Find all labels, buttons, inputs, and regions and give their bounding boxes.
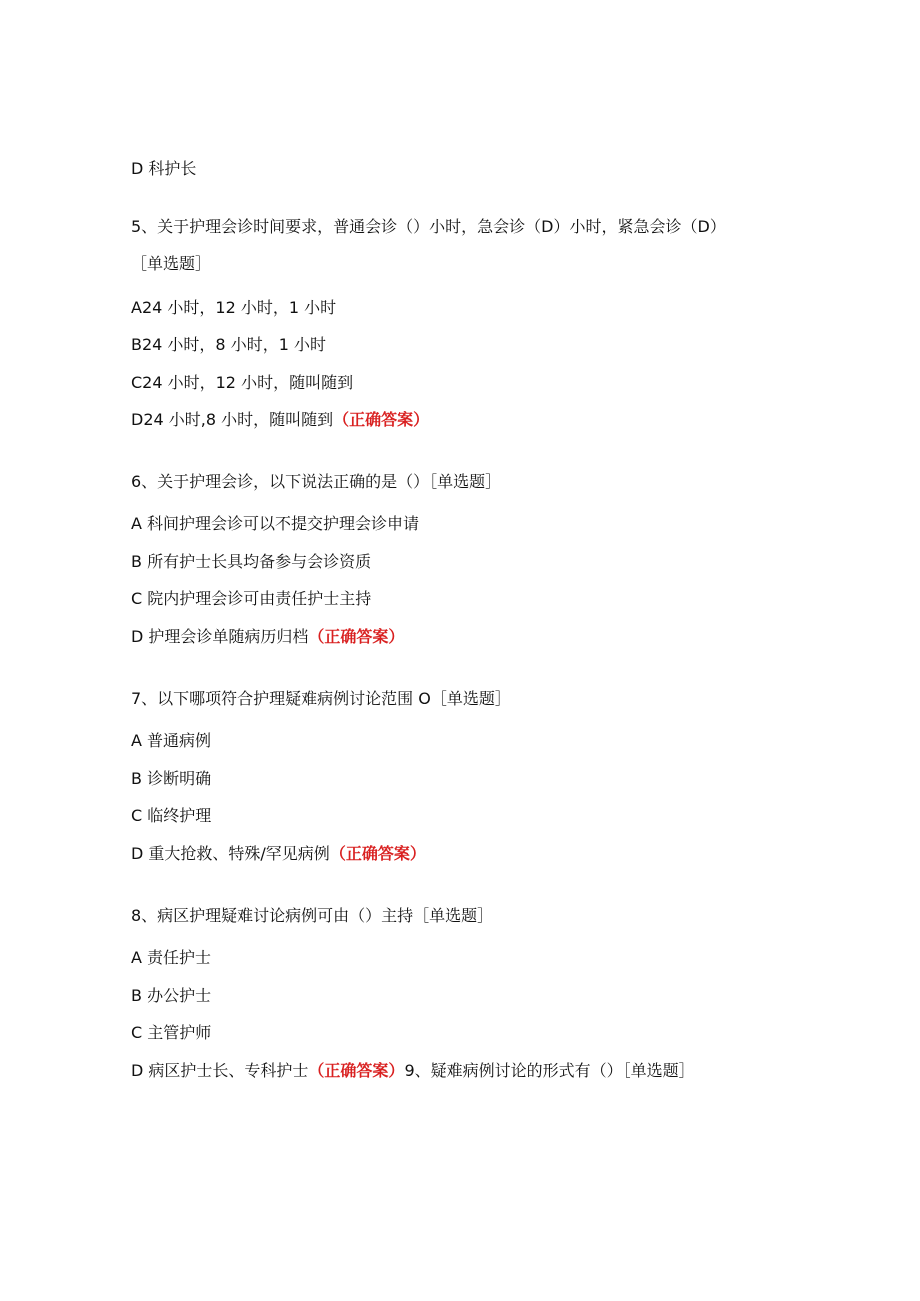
q6-option-a [131, 513, 419, 535]
q8-stem [131, 905, 493, 927]
q7-stem [131, 688, 511, 710]
option-text: D 病区护士长、专科护士 [131, 1061, 309, 1080]
option-text: C 院内护理会诊可由责任护士主持 [131, 589, 372, 608]
q7-option-c [131, 805, 211, 827]
q6-option-d [131, 626, 404, 648]
correct-answer-tag: （正确答案） [308, 627, 405, 646]
q6-stem [131, 471, 501, 493]
q8-option-b [131, 985, 211, 1007]
q7-option-a [131, 730, 211, 752]
option-text: A 责任护士 [131, 948, 212, 967]
q8-option-d [131, 1060, 695, 1082]
option-text: D 重大抢救、特殊/罕见病例 [131, 844, 330, 863]
correct-answer-tag: （正确答案） [329, 844, 426, 863]
option-text: B 办公护士 [131, 986, 212, 1005]
q5-option-c [131, 372, 353, 394]
option-text: D 科护长 [131, 159, 197, 178]
q5-option-b [131, 334, 326, 356]
question-text: 5、关于护理会诊时间要求，普通会诊（）小时，急会诊（D）小时，紧急会诊（D） [131, 217, 726, 236]
correct-answer-tag: （正确答案） [308, 1061, 405, 1080]
q6-option-c [131, 588, 371, 610]
question-text: 7、以下哪项符合护理疑难病例讨论范围 O［单选题］ [131, 689, 511, 708]
q5-option-d [131, 409, 429, 431]
option-text: B 诊断明确 [131, 769, 212, 788]
question-type: ［单选题］ [131, 254, 212, 273]
option-text: A 普通病例 [131, 731, 212, 750]
correct-answer-tag: （正确答案） [333, 410, 430, 429]
q5-stem-line1 [131, 216, 726, 238]
option-text: D24 小时,8 小时，随叫随到 [131, 410, 334, 429]
question-text: 8、病区护理疑难讨论病例可由（）主持［单选题］ [131, 906, 494, 925]
option-text: A 科间护理会诊可以不提交护理会诊申请 [131, 514, 420, 533]
option-text: B24 小时，8 小时，1 小时 [131, 335, 326, 354]
q5-stem-line2 [131, 253, 211, 275]
prev-option-d [131, 158, 196, 180]
option-text: A24 小时，12 小时，1 小时 [131, 298, 337, 317]
option-text: C 临终护理 [131, 806, 212, 825]
option-text: C24 小时，12 小时，随叫随到 [131, 373, 354, 392]
q5-option-a [131, 297, 336, 319]
option-text: B 所有护士长具均备参与会诊资质 [131, 552, 372, 571]
q8-option-c [131, 1022, 211, 1044]
question-text: 6、关于护理会诊，以下说法正确的是（）［单选题］ [131, 472, 502, 491]
option-text: D 护理会诊单随病历归档 [131, 627, 309, 646]
q7-option-d [131, 843, 426, 865]
q8-option-a [131, 947, 211, 969]
q6-option-b [131, 551, 371, 573]
next-question-text: 9、疑难病例讨论的形式有（）［单选题］ [404, 1061, 695, 1080]
q7-option-b [131, 768, 211, 790]
option-text: C 主管护师 [131, 1023, 212, 1042]
